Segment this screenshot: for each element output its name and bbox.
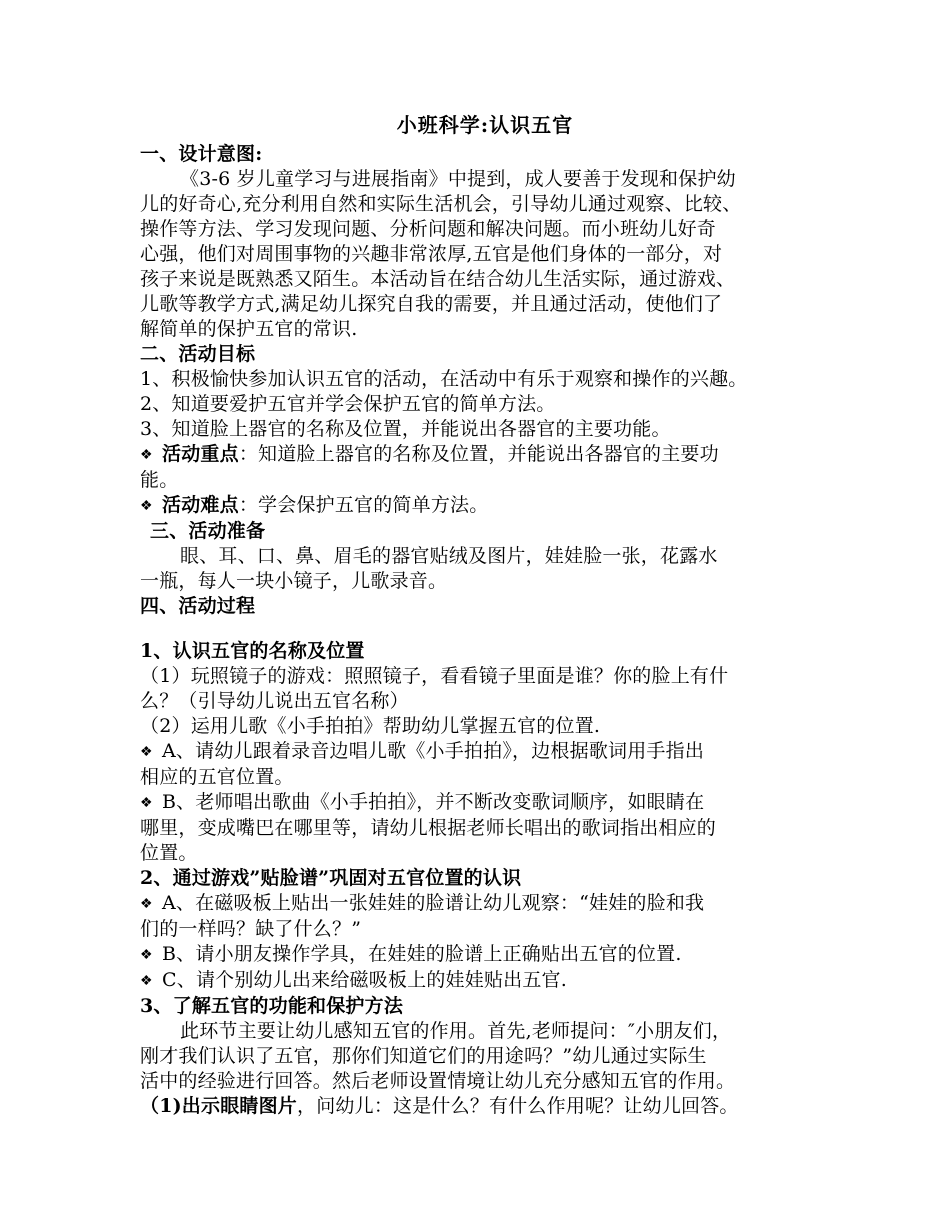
paragraph-line: 相应的五官位置。 xyxy=(140,766,294,788)
paragraph-line: 么？（引导幼儿说出五官名称） xyxy=(140,690,409,712)
paragraph-line: 此环节主要让幼儿感知五官的作用。首先,老师提问：″小朋友们， xyxy=(180,1020,732,1042)
goal-item: 1、积极愉快参加认识五官的活动，在活动中有乐于观察和操作的兴趣。 xyxy=(140,368,748,390)
difficulty-line xyxy=(140,493,830,519)
paragraph-line: 《3-6 岁儿童学习与进展指南》中提到，成人要善于发现和保护幼 xyxy=(180,168,736,190)
goal-item: 3、知道脸上器官的名称及位置，并能说出各器官的主要功能。 xyxy=(140,418,671,440)
diamond-bullet-icon: ❖ xyxy=(140,744,153,760)
document-page xyxy=(140,110,830,1119)
diamond-bullet-icon: ❖ xyxy=(140,447,153,463)
difficulty-text: ：学会保护五官的简单方法。 xyxy=(238,494,489,516)
bullet-item xyxy=(140,942,830,968)
key-point-text: ：知道脸上器官的名称及位置，并能说出各器官的主要功 xyxy=(238,443,719,465)
difficulty-label: 活动难点 xyxy=(162,494,239,516)
subsection-heading: 2、通过游戏”贴脸谱”巩固对五官位置的认识 xyxy=(140,867,522,889)
key-point-continuation: 能。 xyxy=(140,469,179,491)
paragraph-line: （1）玩照镜子的游戏：照照镜子，看看镜子里面是谁？你的脸上有什 xyxy=(140,665,729,687)
blank-line xyxy=(140,619,830,639)
subsection-heading: 3、了解五官的功能和保护方法 xyxy=(140,995,404,1017)
bullet-text: C、请个别幼儿出来给磁吸板上的娃娃贴出五官. xyxy=(162,969,567,991)
paragraph-line: 解简单的保护五官的常识. xyxy=(140,318,358,340)
bullet-text: B、老师唱出歌曲《小手拍拍》，并不断改变歌词顺序，如眼睛在 xyxy=(162,791,705,813)
key-point-line xyxy=(140,442,830,468)
paragraph-line: 们的一样吗？缺了什么？” xyxy=(140,918,362,940)
paragraph-line: 位置。 xyxy=(140,842,198,864)
diamond-bullet-icon: ❖ xyxy=(140,498,153,514)
bullet-text: B、请小朋友操作学具，在娃娃的脸谱上正确贴出五官的位置. xyxy=(162,943,682,965)
section-heading-goals: 二、活动目标 xyxy=(140,343,256,365)
diamond-bullet-icon: ❖ xyxy=(140,973,153,989)
diamond-bullet-icon: ❖ xyxy=(140,795,153,811)
paragraph-line: 儿的好奇心,充分利用自然和实际生活机会，引导幼儿通过观察、比较、 xyxy=(140,193,742,215)
diamond-bullet-icon: ❖ xyxy=(140,896,153,912)
subsection-heading: 1、认识五官的名称及位置 xyxy=(140,640,365,662)
paragraph-line: 儿歌等教学方式,满足幼儿探究自我的需要，并且通过活动，使他们了 xyxy=(140,293,723,315)
step-label: （1)出示眼睛图片 xyxy=(140,1095,298,1117)
paragraph-line: 操作等方法、学习发现问题、分析问题和解决问题。而小班幼儿好奇 xyxy=(140,218,717,240)
bullet-item xyxy=(140,891,830,917)
paragraph-line: 刚才我们认识了五官，那你们知道它们的用途吗？”幼儿通过实际生 xyxy=(140,1045,707,1067)
paragraph-line: 眼、耳、口、鼻、眉毛的器官贴绒及图片，娃娃脸一张，花露水 xyxy=(180,545,718,567)
paragraph-line: 一瓶，每人一块小镜子，儿歌录音。 xyxy=(140,570,448,592)
diamond-bullet-icon: ❖ xyxy=(140,947,153,963)
paragraph-line: 哪里，变成嘴巴在哪里等，请幼儿根据老师长唱出的歌词指出相应的 xyxy=(140,817,717,839)
document-title: 小班科学:认识五官 xyxy=(396,113,574,137)
paragraph-line: 活中的经验进行回答。然后老师设置情境让幼儿充分感知五官的作用。 xyxy=(140,1070,736,1092)
bullet-text: A、在磁吸板上贴出一张娃娃的脸谱让幼儿观察：“娃娃的脸和我 xyxy=(162,892,705,914)
bullet-text: A、请幼儿跟着录音边唱儿歌《小手拍拍》，边根据歌词用手指出 xyxy=(162,740,705,762)
bullet-item xyxy=(140,739,830,765)
paragraph-line: 孩子来说是既熟悉又陌生。本活动旨在结合幼儿生活实际，通过游戏、 xyxy=(140,268,736,290)
section-heading-process: 四、活动过程 xyxy=(140,595,256,617)
step-text: ，问幼儿：这是什么？有什么作用呢？让幼儿回答。 xyxy=(297,1095,739,1117)
bullet-item xyxy=(140,790,830,816)
paragraph-line: （2）运用儿歌《小手拍拍》帮助幼儿掌握五官的位置. xyxy=(140,715,601,737)
bullet-item xyxy=(140,968,830,994)
section-heading-design-intent: 一、设计意图: xyxy=(140,143,263,165)
key-point-label: 活动重点 xyxy=(162,443,239,465)
paragraph-line: 心强，他们对周围事物的兴趣非常浓厚,五官是他们身体的一部分，对 xyxy=(140,243,723,265)
goal-item: 2、知道要爱护五官并学会保护五官的简单方法。 xyxy=(140,393,556,415)
section-heading-preparation: 三、活动准备 xyxy=(150,520,266,542)
paragraph-line xyxy=(140,1094,830,1119)
